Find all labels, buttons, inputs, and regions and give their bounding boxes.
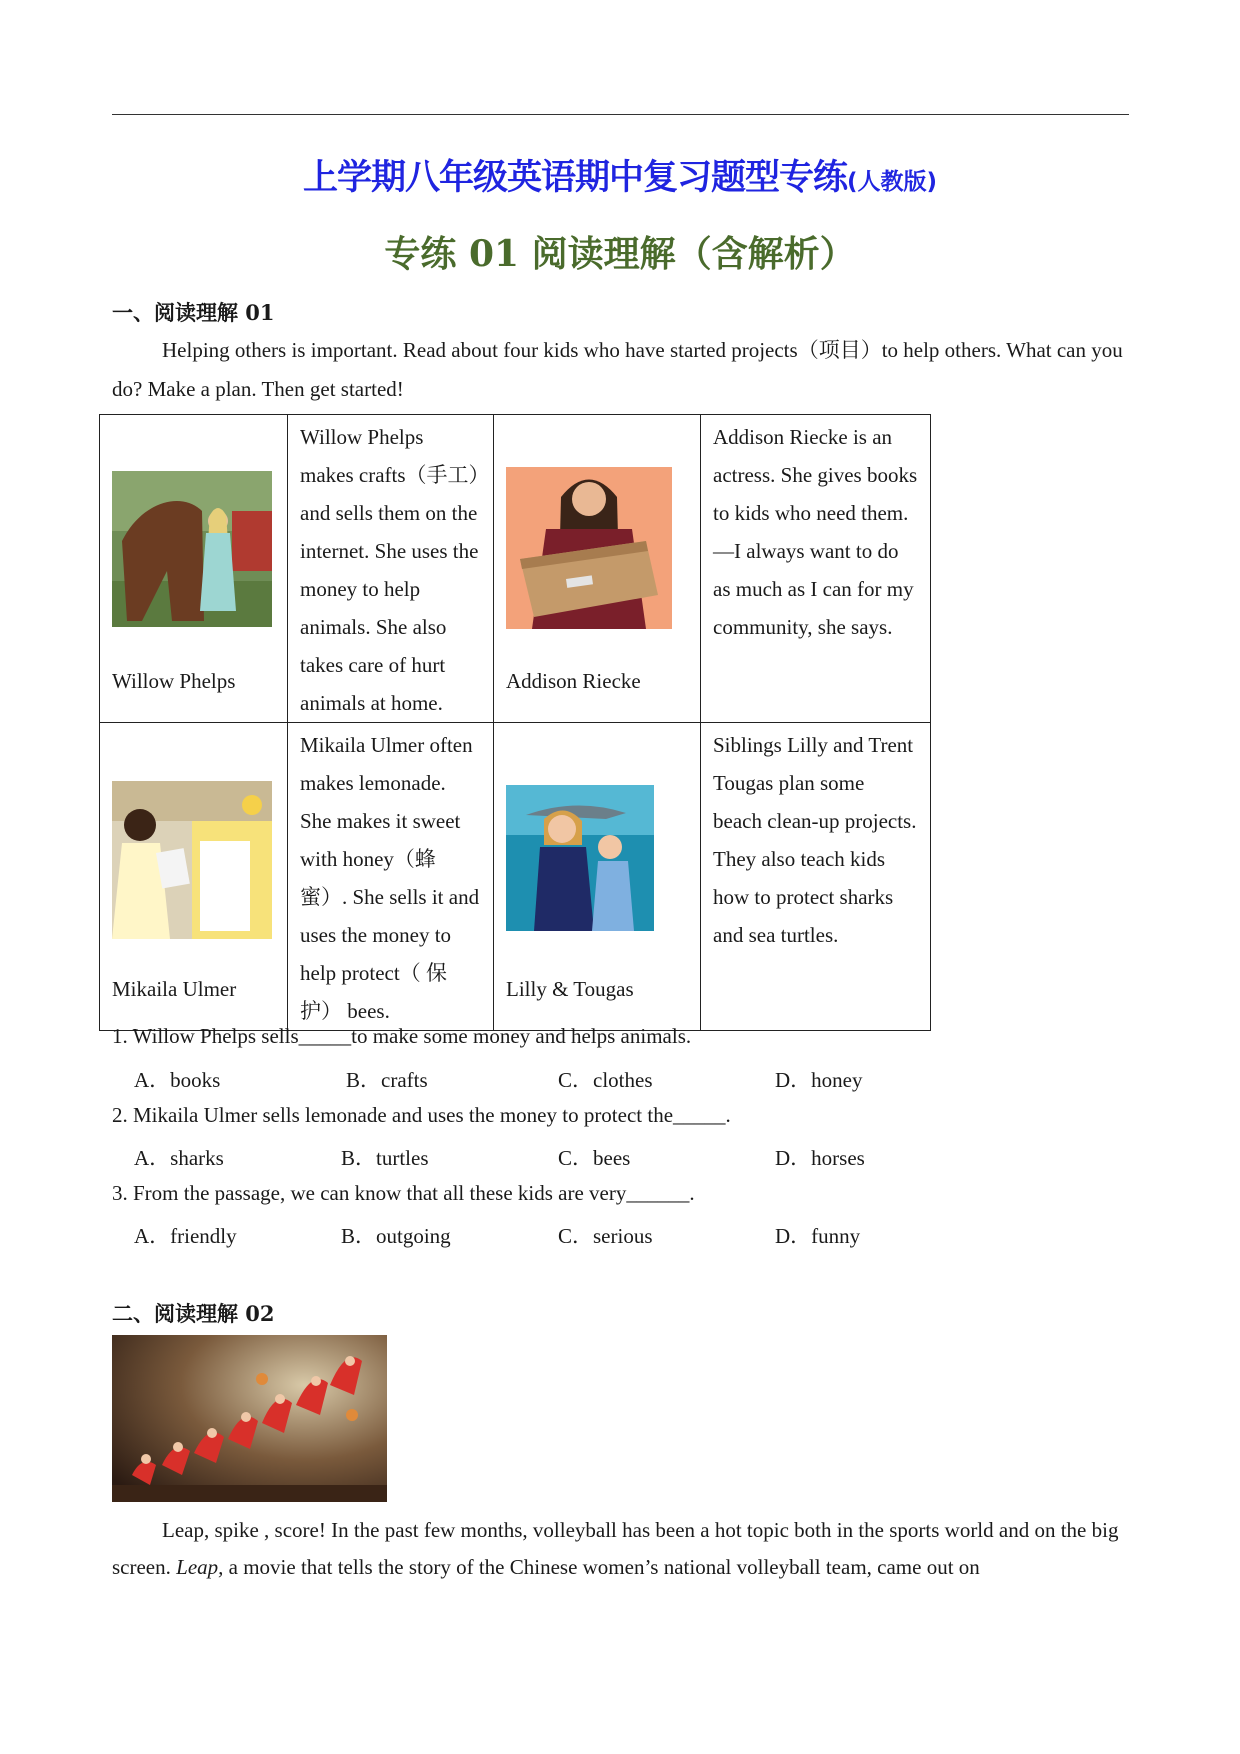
- q1-option-d: D．honey: [775, 1068, 863, 1092]
- photo-mikaila-lemonade: [112, 781, 272, 939]
- caption-willow: Willow Phelps: [112, 669, 236, 693]
- text-addison: Addison Riecke is an actress. She gives books to kids who need them. —I always want to do as much as I can for my community, she says.: [701, 415, 931, 723]
- q3-option-c: C．serious: [558, 1224, 653, 1248]
- text-willow: Willow Phelps makes crafts（手工）and sells them on the internet. She uses the money to help animals. She also takes care of hurt animals at home.: [288, 415, 494, 723]
- q2-option-b: B．turtles: [341, 1146, 429, 1170]
- header-rule: [112, 114, 1129, 115]
- table-row: [100, 415, 931, 723]
- caption-lilly: Lilly & Tougas: [506, 977, 634, 1001]
- title-edition: (人教版): [846, 169, 938, 195]
- section-heading-2: 二、阅读理解 02: [112, 1301, 275, 1326]
- photo-willow-horse: [112, 471, 272, 627]
- kids-table: [99, 414, 931, 1031]
- photo-lilly-tougas: [506, 785, 654, 931]
- cell-photo-willow: [100, 415, 288, 723]
- q2-option-d: D．horses: [775, 1146, 865, 1170]
- page-subtitle: 专练 01 阅读理解（含解析）: [384, 233, 856, 275]
- caption-mikaila: Mikaila Ulmer: [112, 977, 237, 1001]
- section-heading-1: 一、阅读理解 01: [112, 300, 275, 325]
- q2-option-c: C．bees: [558, 1146, 631, 1170]
- q1-option-c: C．clothes: [558, 1068, 653, 1092]
- page-title: [0, 150, 1240, 200]
- question-2: 2. Mikaila Ulmer sells lemonade and uses the money to protect the_____.: [112, 1103, 731, 1127]
- q3-option-b: B．outgoing: [341, 1224, 451, 1248]
- intro-paragraph: Helping others is important. Read about four kids who have started projects（项目）to help others. What can you do? Make a plan. Then get started!: [112, 338, 1123, 401]
- q3-option-d: D．funny: [775, 1224, 861, 1248]
- passage-2-end: a movie that tells the story of the Chinese women’s national volleyball team, came out on: [223, 1555, 980, 1579]
- q1-option-a: A．books: [134, 1068, 221, 1092]
- title-main: 上学期八年级英语期中复习题型专练: [302, 158, 847, 198]
- cell-photo-mikaila: [100, 723, 288, 1031]
- passage-2-start: Leap, spike , score! In the past few months, volleyball has been a hot topic both in the sports world and on the big screen.: [112, 1518, 1119, 1579]
- cell-photo-addison: [494, 415, 701, 723]
- table-row: [100, 723, 931, 1031]
- cell-photo-lilly: [494, 723, 701, 1031]
- movie-title: Leap,: [176, 1555, 224, 1579]
- question-1: 1. Willow Phelps sells_____to make some money and helps animals.: [112, 1024, 692, 1048]
- q2-option-a: A．sharks: [134, 1146, 224, 1170]
- photo-volleyball-team: [112, 1335, 387, 1502]
- question-3: 3. From the passage, we can know that all these kids are very______.: [112, 1181, 695, 1205]
- passage-2-paragraph: [112, 1512, 1132, 1586]
- q1-option-b: B．crafts: [346, 1068, 428, 1092]
- caption-addison: Addison Riecke: [506, 669, 641, 693]
- q3-option-a: A．friendly: [134, 1224, 237, 1248]
- photo-addison-box: [506, 467, 672, 629]
- text-lilly: Siblings Lilly and Trent Tougas plan some beach clean-up projects. They also teach kids how to protect sharks and sea turtles.: [701, 723, 931, 1031]
- text-mikaila: Mikaila Ulmer often makes lemonade. She makes it sweet with honey（蜂蜜）. She sells it and uses the money to help protect（ 保护） bees.: [288, 723, 494, 1031]
